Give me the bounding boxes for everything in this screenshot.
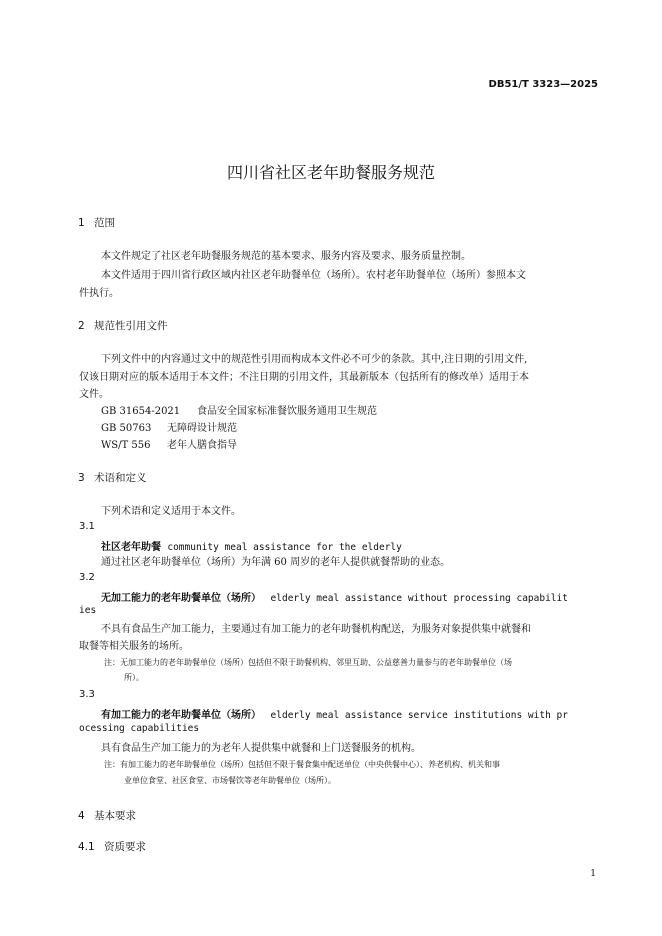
reference-title: 食品安全国家标准餐饮服务通用卫生规范 — [197, 406, 377, 417]
term-english: community meal assistance for the elderly — [167, 542, 402, 553]
reference-code: GB 31654-2021 — [101, 406, 181, 417]
term-english-continued — [79, 605, 96, 616]
term-number: 3.1 — [79, 521, 95, 532]
term-definition: 通过社区老年助餐单位（场所）为年满 60 周岁的老年人提供就餐帮助的业态。 — [101, 557, 451, 568]
reference-code: WS/T 556 — [101, 440, 151, 451]
term-chinese: 社区老年助餐 — [101, 542, 161, 553]
paragraph: 本文件适用于四川省行政区域内社区老年助餐单位（场所）。农村老年助餐单位（场所）参照本文 — [101, 270, 526, 281]
section-title: 基本要求 — [94, 810, 136, 822]
page-number: 1 — [590, 869, 596, 879]
section-title: 规范性引用文件 — [94, 320, 168, 332]
term-chinese: 无加工能力的老年助餐单位（场所） — [101, 593, 261, 604]
term-heading — [101, 706, 568, 721]
paragraph-continued: 仅该日期对应的版本适用于本文件；不注日期的引用文件，其最新版本（包括所有的修改单）适用于本 — [79, 372, 529, 383]
note-label: 注： — [104, 658, 120, 667]
standard-code: DB51/T 3323—2025 — [488, 79, 598, 90]
note-continued: 所）。 — [124, 673, 144, 682]
section-number: 4 — [78, 810, 85, 822]
term-definition: 不具有食品生产加工能力，主要通过有加工能力的老年助餐机构配送，为服务对象提供集中就餐和 — [101, 624, 531, 635]
note-label: 注： — [104, 760, 120, 769]
term-heading — [101, 589, 568, 604]
section-3-heading — [78, 470, 147, 485]
section-1-heading — [78, 215, 115, 230]
term-english: elderly meal assistance without processing capabilit — [270, 593, 568, 604]
note — [104, 758, 500, 772]
reference-title: 无障碍设计规范 — [167, 423, 237, 434]
note-text: 有加工能力的老年助餐单位（场所）包括但不限于餐食集中配送单位（中央供餐中心）、养老机构、机关和事 — [120, 760, 500, 769]
term-english-tail: ies — [79, 605, 97, 616]
subsection-4-1-heading — [78, 839, 146, 854]
term-english-continued — [79, 723, 199, 734]
reference-item — [101, 436, 237, 455]
section-number: 3 — [78, 472, 85, 484]
note-text: 无加工能力的老年助餐单位（场所）包括但不限于助餐机构、邻里互助、公益慈善力量参与的老年助餐单位（场 — [120, 658, 512, 667]
term-number: 3.2 — [79, 572, 95, 583]
term-number: 3.3 — [79, 689, 95, 700]
document-title: 四川省社区老年助餐服务规范 — [226, 163, 435, 182]
subsection-number: 4.1 — [78, 841, 95, 853]
paragraph-continued: 件执行。 — [79, 288, 119, 299]
section-title: 范围 — [94, 217, 115, 229]
term-definition: 具有食品生产加工能力的为老年人提供集中就餐和上门送餐服务的机构。 — [101, 743, 421, 754]
paragraph-continued: 文件。 — [79, 389, 109, 400]
section-number: 1 — [78, 217, 85, 229]
term-chinese: 有加工能力的老年助餐单位（场所） — [101, 710, 261, 721]
paragraph: 下列术语和定义适用于本文件。 — [101, 506, 241, 517]
term-english-tail: ocessing capabilities — [79, 723, 200, 734]
section-2-heading — [78, 318, 168, 333]
section-number: 2 — [78, 320, 85, 332]
paragraph: 下列文件中的内容通过文中的规范性引用而构成本文件必不可少的条款。其中,注日期的引用文件, — [101, 354, 528, 365]
term-definition-continued: 取餐等相关服务的场所。 — [79, 641, 189, 652]
note — [104, 656, 512, 670]
paragraph: 本文件规定了社区老年助餐服务规范的基本要求、服务内容及要求、服务质量控制。 — [101, 251, 471, 262]
note-continued: 业单位食堂、社区食堂、市场餐饮等老年助餐单位（场所）。 — [124, 776, 336, 785]
reference-code: GB 50763 — [101, 423, 152, 434]
section-4-heading — [78, 808, 136, 823]
term-heading — [101, 538, 402, 553]
section-title: 术语和定义 — [94, 472, 147, 484]
reference-title: 老年人膳食指导 — [167, 440, 237, 451]
term-english: elderly meal assistance service institutions with pr — [270, 710, 568, 721]
subsection-title: 资质要求 — [104, 841, 146, 853]
